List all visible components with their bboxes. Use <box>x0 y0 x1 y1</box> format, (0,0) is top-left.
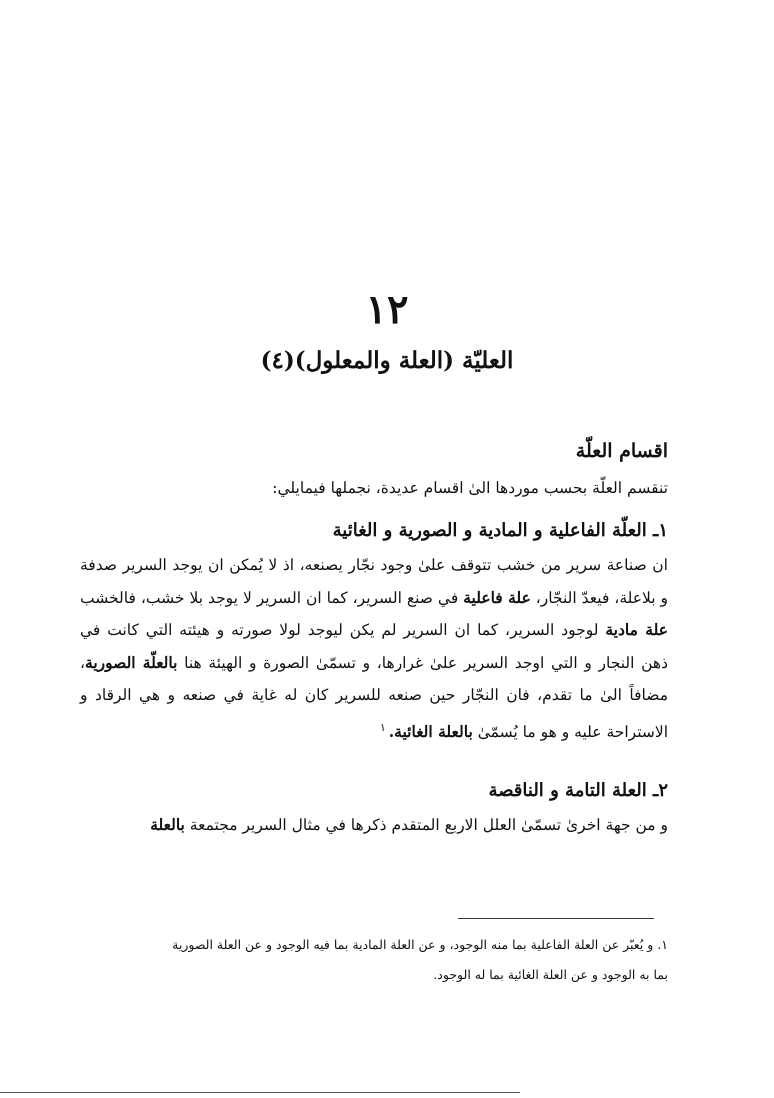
chapter-number: ١٢ <box>365 286 409 333</box>
footnotes <box>80 930 668 990</box>
text-segment: ، مضافاً الىٰ ما تقدم، فان النجّار حين صنعه للسرير كان له غاية في صنعه و هي الرقاد و الاستراحة عليه و هو ما يُسمّىٰ <box>80 653 668 741</box>
term-formal-cause: بالعلّة الصورية <box>85 652 178 672</box>
subsection-2-heading: ٢ـ العلة التامة و الناقصة <box>488 780 668 802</box>
page-bottom-divider <box>0 1092 520 1093</box>
main-content <box>80 440 668 842</box>
text-segment: ان صناعة سرير من خشب تتوقف علىٰ وجود نجّار يصنعه، اذ لا يُمكن ان يوجد السرير صدفة و بلاعلة، فيعدّ النجّار، <box>80 556 669 607</box>
term-final-cause: بالعلة الغائية. <box>388 721 473 741</box>
term-efficient-cause: علة فاعلية <box>463 587 531 607</box>
subsection-1-heading: ١ـ العلّة الفاعلية و المادية و الصورية و الغائية <box>332 520 668 541</box>
text-segment: و من جهة اخرىٰ تسمّىٰ العلل الاربع المتقدم ذكرها في مثال السرير مجتمعة <box>184 816 668 835</box>
term-material-cause: علة مادية <box>605 620 668 639</box>
footnote-line: ١. و يُعبّر عن العلة الفاعلية بما منه الوجود، و عن العلة المادية بما فيه الوجود و عن العلة الصورية <box>172 937 668 952</box>
footnote-line: بما به الوجود و عن العلة الغائية بما له الوجود. <box>433 967 668 982</box>
term-complete-cause: بالعلة <box>150 815 185 835</box>
footnote-reference[interactable]: ١ <box>379 720 386 734</box>
footnote-divider <box>458 918 654 919</box>
section-heading: اقسام العلّة <box>575 440 668 462</box>
text-segment: لوجود السرير، كما ان السرير لم يكن ليوجد لولا صورته و هيئته التي كانت في ذهن النجار و التي اوجد السرير علىٰ غرارها، و تسمّىٰ الصورة و الهيئة هنا <box>80 621 668 672</box>
subsection-2-paragraph <box>80 809 668 842</box>
section-intro: تنقسم العلّة بحسب موردها الىٰ اقسام عديدة، نجملها فيمايلي: <box>272 479 668 497</box>
subsection-1-paragraph <box>80 549 668 748</box>
chapter-title: العليّة (العلة والمعلول)(٤) <box>260 347 514 374</box>
text-segment: في صنع السرير، كما ان السرير لا يوجد بلا خشب، فالخشب <box>80 588 464 607</box>
